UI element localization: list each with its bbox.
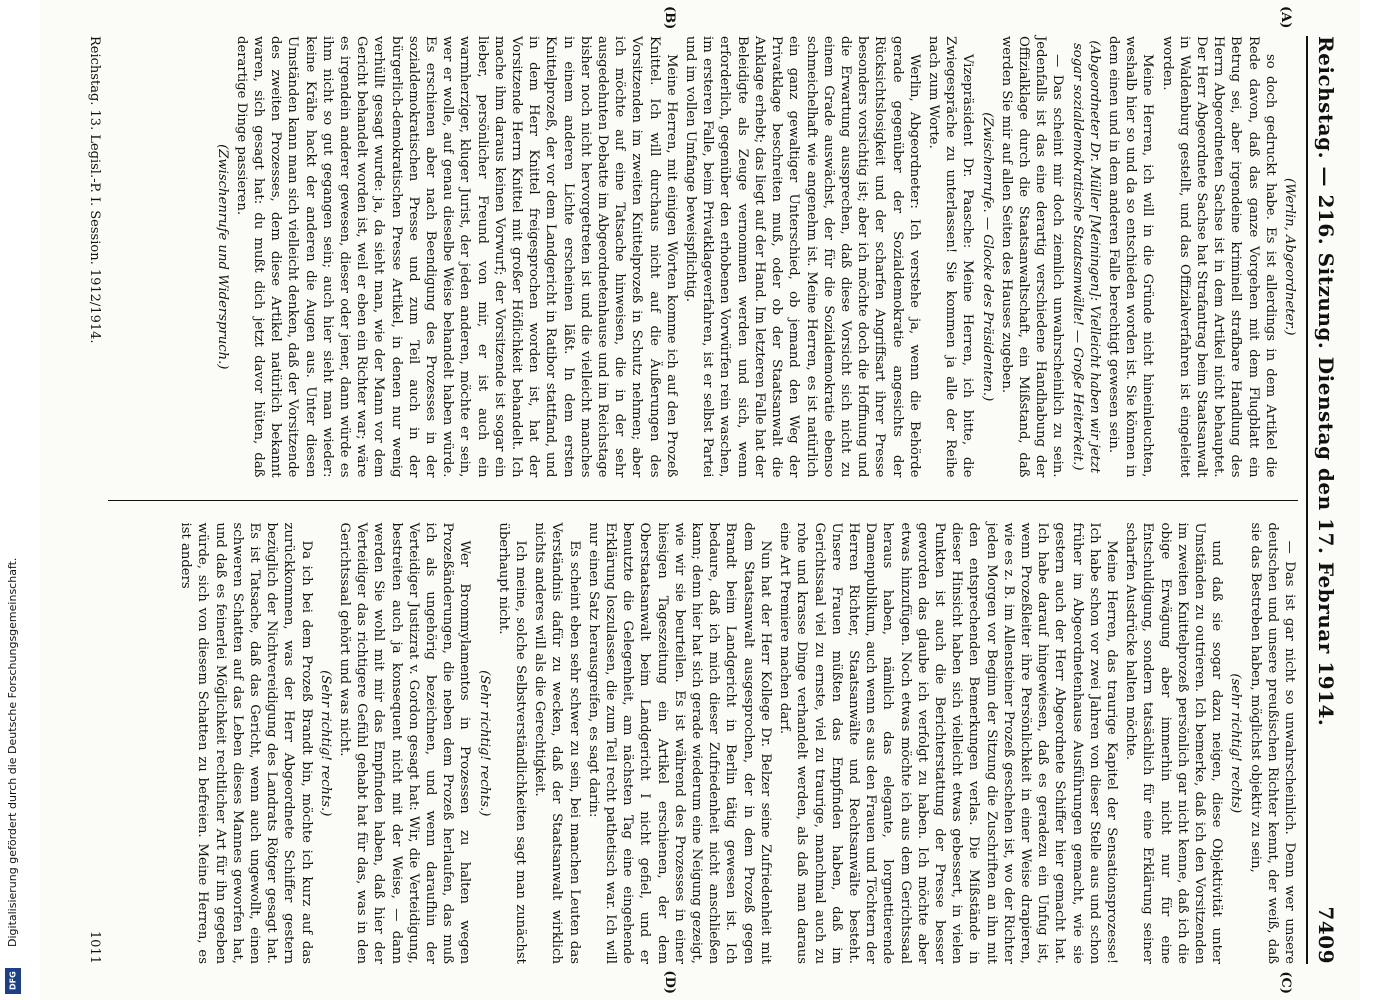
scanned-page [40,0,1360,1000]
paragraph: (Abgeordneter Dr. Müller [Meiningen]: Vielleicht haben wir jetzt sogar sozialdemokratische Staatsanwälte! — Große Heiterkeit.) [1069,40,1102,474]
margin-marker-d: (D) [662,970,677,994]
text-columns [108,6,1298,994]
paragraph: Wer Brommylamentos in Prozessen zu halten wegen Prozeßänderungen, die neben dem Prozeß herlaufen, das muß ich als ungehörig bezeichnen, und wenn daraufhin der Verteidiger Justizrat v. Gordon gesagt hat: Wir, die Verteidigung, bestreiten auch ja konsequent nicht mit der Weise, — dann werden Sie wohl mit mir das Empfinden haben, daß hier der Verteidiger das richtigere Gefühl gehabt hat für das, was in den Gerichtssaal gehört und was nicht. [337,522,473,964]
left-column [108,6,1298,500]
page-footer [87,36,102,964]
page-header [1306,36,1338,964]
dfg-logo-icon: DFG [5,968,21,994]
paragraph: Meine Herren, das traurige Kapitel der Sensationsprozesse! Ich habe schon vor zwei Jahren von dieser Stelle aus und schon früher im Abgeordnetenhause Ausführungen gemacht, wie sie gestern auch der Herr Abgeordnete Schiffer hier gemacht hat. Ich habe darauf hingewiesen, daß es geradezu ein Unfug ist, wenn Prozeßleiter ihre Persönlichkeit in einer Weise drapieren, wie es z. B. im Allensteiner Prozeß geschehen ist, wo der Richter jeden Morgen vor Beginn der Sitzung die Zuschriften an ihn mit den entsprechenden Bemerkungen verlas. Die Mißstände in dieser Hinsicht haben sich vielleicht etwas gebessert, in vielen Punkten ist auch die Berichterstattung der Presse besser geworden das glaube ich verfolgt zu haben. Ich möchte aber etwas hinzufügen. Noch etwas möchte ich aus dem Gerichtssaal heraus haben, nämlich das elegante, lorgnettierende Damenpublikum, auch wenn es aus den Frauen und Töchtern der Herren Richter, Staatsanwälte und Rechtsanwälte besteht. Unsere Frauen müßten das Empfinden haben, daß im Gerichtssaal viel zu ernste, viel zu traurige, manchmal auch zu rohe und krasse Dinge verhandelt werden, als daß man daraus eine Art Premiere machen darf. [777,522,1119,964]
paragraph: so doch gedruckt habe. Es ist allerdings in dem Artikel die Rede davon, daß das ganze Vorgehen mit dem Flugblatt ein Betrug sei, aber irgendeine kriminell strafbare Handlung des Herrn Abgeordneten Sachse ist in dem Artikel nicht behauptet. Der Herr Abgeordnete Sachse hat Strafantrag beim Staatsanwalt in Waldenburg gestellt, und das Offizialverfahren ist eingeleitet worden. [1159,36,1278,478]
paragraph: Werlin, Abgeordneter: Ich verstehe ja, wenn die Behörde gerade gegenüber der Sozialdemokratie angesichts der Rücksichtslosigkeit und der scharfen Angriffsart ihrer Presse besonders vorsichtig ist; aber ich möchte doch die Hoffnung und die Erwartung aussprechen, daß diese Vorsicht sich nicht zu einem Grade auswächst, der für die Sozialdemokratie ebenso schmeichelhaft wie angenehm ist. Meine Herren, es ist natürlich ein ganz gewaltiger Unterschied, ob jemand den Weg der Privatklage beschreiten muß, oder ob der Staatsanwalt die Anklage erhebt; das liegt auf der Hand. Im letzteren Falle hat der Beleidigte als Zeuge vernommen werden und sich, wenn erforderlich, gegenüber den erhobenen Vorwürfen rein waschen, im ersteren Falle, beim Privatklageverfahren, ist er selbst Partei und im vollen Umfange beweispflichtig. [683,36,922,478]
paragraph: Meine Herren, mit einigen Worten komme ich auf den Prozeß Knittel. Ich will durchaus nicht auf die Äußerungen des Vorsitzenden im zweiten Knittelprozeß in Schutz nehmen; aber ich möchte auf eine Tatsache hinweisen, die in der sehr ausgedehnten Debatte im Abgeordnetenhause und im Reichstage bisher noch nicht hervorgetreten ist und die vielleicht manches in einem anderen Lichte erscheinen läßt. In dem ersten Knittelprozeß, der vor dem Landgericht in Ratibor stattfand, und in dem Herr Knittel freigesprochen worden ist, hat der Vorsitzende Herrn Knittel mit großer Höflichkeit behandelt. Ich mache ihm daraus keinen Vorwurf; der Vorsitzende ist sogar ein lieber, persönlicher Freund von mir, er ist auch ein warmherziger, kluger Jurist, der jeden anderen, möchte er sein, wer er wolle, auf genau dieselbe Weise behandelt haben würde. Es erschienen aber nach Beendigung des Prozesses in der sozialdemokratischen Presse und zum Teil auch in der bürgerlich-demokratischen Presse Artikel, in denen nur wenig verhüllt gesagt wurde: ja, da sieht man, wie der Mann vor dem Gericht behandelt worden ist, weil er eben ein Richter war; wäre es irgendein anderer gewesen, dieser oder jener, dann würde es ihm nicht so gut gegangen sein; auch hier sieht man wieder: keine Krähe hackt der anderen die Augen aus. Unter diesen Umständen kann man sich vielleicht denken, daß der Vorsitzende des zweiten Prozesses, dem diese Artikel natürlich bekannt waren, sich gesagt hat: du mußt dich jetzt davor hüten, daß derartige Dinge passieren. [233,36,679,478]
paragraph: (Sehr richtig! rechts.) [317,670,333,817]
footer-page: 1011 [87,930,102,964]
paragraph: Nun hat der Herr Kollege Dr. Belzer seine Zufriedenheit mit dem Staatsanwalt ausgesprochen, der in dem Prozeß gegen Brandt beim Landgericht in Berlin tätig gewesen ist. Ich bedaure, daß ich mich dieser Zufriedenheit nicht anschließen kann; denn hier hat sich gerade wiederum eine Neigung gezeigt, wie wir sie beurteilen. Es ist während des Prozesses in einer hiesigen Tageszeitung ein Artikel erschienen, der dem Oberstaatsanwalt beim Landgericht I nicht gefiel, und er benutzte die Gelegenheit, am nächsten Tag eine eingehende Erklärung loszulassen, die zum Teil recht pathetisch war. Ich will nur einen Satz herausgreifen, es sagt darin: [585,522,773,964]
paragraph: Vizepräsident Dr. Paasche: Meine Herren, ich bitte, die Zwiegespräche zu unterlassen! Sie kommen ja alle der Reihe nach zum Worte. [925,36,976,478]
sidebar-credit [0,0,26,1000]
paragraph: (sehr richtig! rechts) [1228,673,1244,814]
dfg-credit-text: Digitalisierung gefördert durch die Deutsche Forschungsgemeinschaft. [6,557,19,947]
running-head: Reichstag. — 216. Sitzung. Dienstag den 17. Februar 1914. [1314,36,1338,727]
margin-marker-c: (C) [1278,971,1293,994]
paragraph: (Zwischenrufe und Widerspruch.) [214,144,230,370]
paragraph: Es scheint eben sehr schwer zu sein, bei manchen Leuten das Verständnis dafür zu wecken, daß der Staatsanwalt wirklich nichts anderes will als die Gerechtigkeit. [532,522,582,964]
paragraph: (Sehr richtig! rechts.) [476,670,492,817]
margin-marker-b: (B) [662,6,677,30]
paragraph: und daß sie sogar dazu neigen, diese Objektivität unter Umständen zu outrieren. Ich bemerke, daß ich den Vorsitzenden im zweiten Knittelprozeß persönlich gar nicht kenne, daß ich die obige Erwägung aber immerhin nicht nur für eine Entschuldigung, sondern tatsächlich für eine Erklärung seiner scharfen Ausdrücke halten möchte. [1123,522,1225,964]
paragraph: Ich meine, solche Selbstverständlichkeiten sagt man zunächst überhaupt nicht. [495,522,529,964]
footer-legislature: Reichstag. 13. Legisl.-P. I. Session. 1912/1914. [87,36,102,344]
paragraph: (Werlin, Abgeordneter.) [1282,177,1297,336]
paragraph: (Zwischenrufe. — Glocke des Präsidenten.) [979,112,995,402]
paragraph: Da ich bei dem Prozeß Brandt bin, möchte ich kurz auf das zurückkommen, was der Herr Abgeordnete Schiffer gestern bezüglich der Nichtvereidigung des Landrats Rötger gesagt hat. Es ist Tatsache, daß das Gericht, wenn auch ungewollt, einen schweren Schatten auf das Leben dieses Mannes geworfen hat, und daß es feinerlei Möglichkeit rechtlicher Art für ihn gegeben würde, sich von diesem Schatten zu befreien. Meine Herren, es ist anders [178,522,314,964]
paragraph: — Das ist gar nicht so unwahrscheinlich. Denn wer unsere deutschen und unsere preußischen Richter kennt, der weiß, daß sie das Bestreben haben, möglichst objektiv zu sein, [1247,522,1297,964]
right-column [108,501,1298,994]
page-number: 7409 [1314,906,1338,964]
paragraph: — Das scheint mir doch ziemlich unwahrscheinlich zu sein. Jedenfalls ist das eine derartig verschiedene Handhabung der Offizialklage durch die Staatsanwaltschaft, ein Mißstand, daß werden Sie mir auf allen Seiten des Hauses zugeben. [998,36,1066,478]
margin-marker-a: (A) [1278,6,1293,29]
paragraph: Meine Herren, ich will in die Gründe nicht hineinleuchten, weshalb hier so und da so entschieden worden ist. Sie können in dem einen und in dem anderen Falle berechtigt gewesen sein. [1105,36,1156,478]
